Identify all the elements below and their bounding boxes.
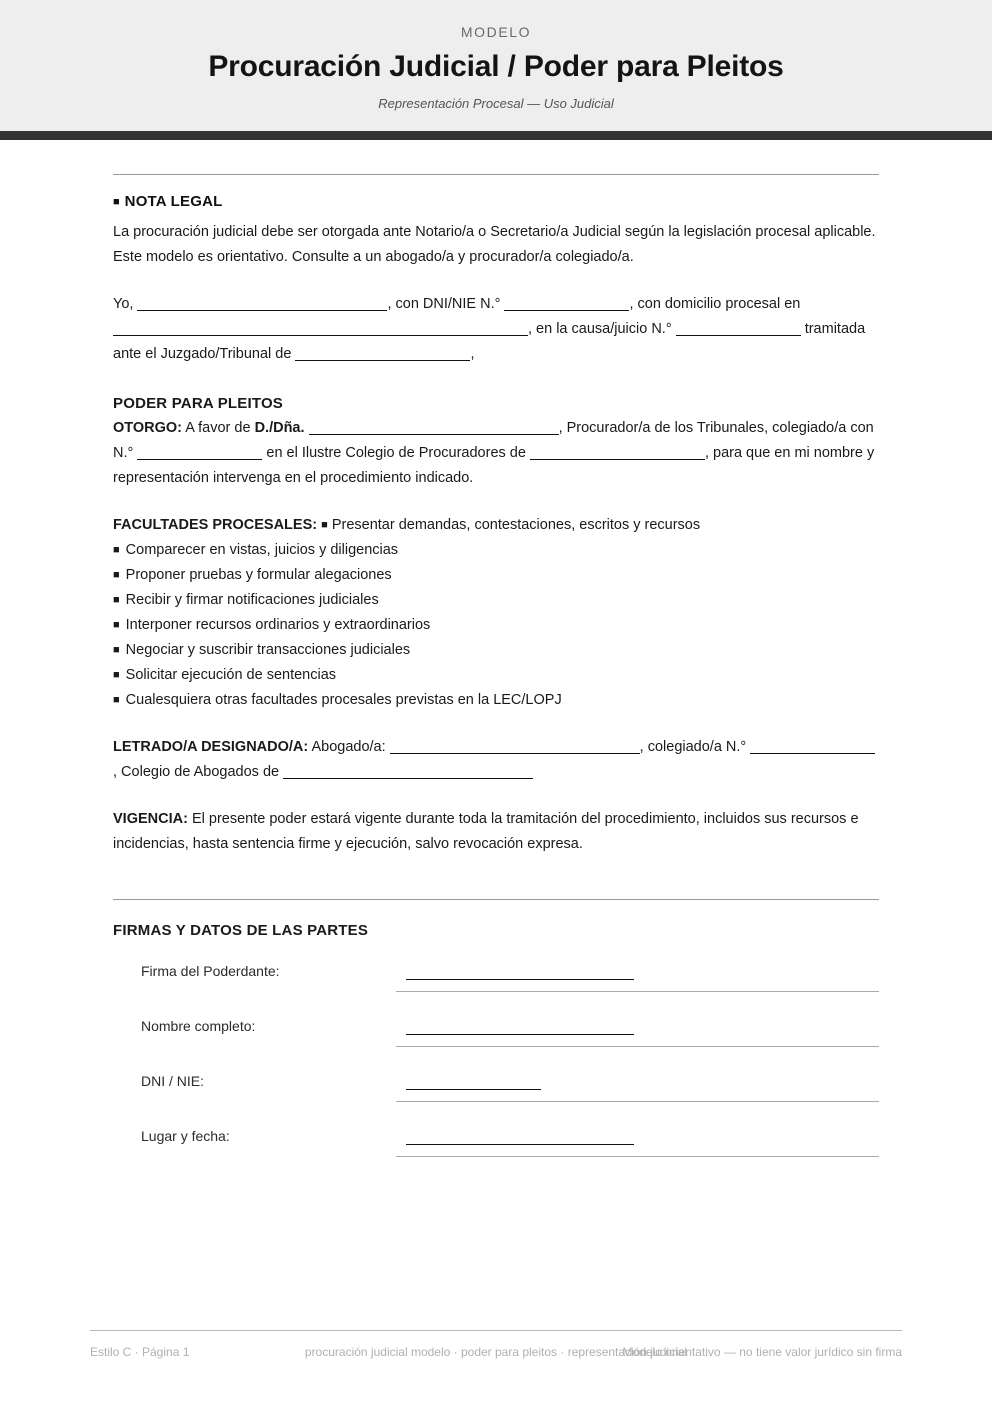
signature-field[interactable] <box>396 1126 879 1164</box>
procurador-nombre-blank[interactable] <box>309 422 559 435</box>
signature-blank[interactable] <box>406 1089 541 1090</box>
facultades-label: FACULTADES PROCESALES: <box>113 517 318 533</box>
signature-underline <box>396 1156 879 1157</box>
footer-left-text: Estilo C · Página 1 <box>90 1345 190 1359</box>
colegio-procuradores-blank[interactable] <box>530 447 705 460</box>
poder-section-title: PODER PARA PLEITOS <box>113 395 284 412</box>
list-item <box>113 688 879 713</box>
procurador-text: , Procurador/a de los Tribunales, <box>558 420 769 436</box>
abogado-nombre-blank[interactable] <box>390 741 640 754</box>
signature-label: Lugar y fecha: <box>141 1128 230 1144</box>
signature-row-poderdante <box>141 961 879 999</box>
nota-legal-paragraph: La procuración judicial debe ser otorgada ante Notario/a o Secretario/a Judicial según la legislación procesal aplicable. Este modelo es orientativo. Consulte a un abogado/a y procurador/a colegiado/a. <box>113 224 876 265</box>
nota-legal-heading <box>113 193 879 210</box>
signature-blank[interactable] <box>406 1144 634 1145</box>
signature-field[interactable] <box>396 1016 879 1054</box>
nota-legal-heading-label: NOTA LEGAL <box>124 193 223 210</box>
footer-center-text: procuración judicial modelo · poder para pleitos · representación judicial <box>304 1345 688 1359</box>
facultades-item-1: Comparecer en vistas, juicios y diligencias <box>125 542 399 558</box>
domicilio-procesal-blank[interactable] <box>113 323 528 336</box>
square-bullet-icon: ■ <box>113 544 120 556</box>
facultades-lead <box>113 513 879 538</box>
spacer <box>113 270 879 292</box>
signature-underline <box>396 1046 879 1047</box>
signature-underline <box>396 991 879 992</box>
juzgado-label: tramitada ante el Juzgado/Tribunal de <box>113 321 866 362</box>
procedimiento-text: procedimiento indicado. <box>320 470 474 486</box>
facultades-item-2: Proponer pruebas y formular alegaciones <box>125 567 392 583</box>
document-footer <box>0 1330 992 1363</box>
signature-label: Firma del Poderdante: <box>141 963 280 979</box>
honorific-label: D./Dña. <box>254 420 305 436</box>
causa-label: , en la causa/juicio N.° <box>528 321 672 337</box>
facultades-item-3: Recibir y firmar notificaciones judiciales <box>125 592 379 608</box>
facultades-item-5: Negociar y suscribir transacciones judiciales <box>125 642 411 658</box>
signature-field[interactable] <box>396 961 879 999</box>
list-item <box>113 588 879 613</box>
list-item <box>113 613 879 638</box>
domicilio-label: , con domicilio procesal en <box>629 296 801 312</box>
square-bullet-icon: ■ <box>113 669 120 681</box>
page-title: Procuración Judicial / Poder para Pleitos <box>208 50 784 83</box>
footer-row <box>90 1345 902 1363</box>
signature-blank[interactable] <box>406 979 634 980</box>
header-subtitle: Representación Procesal — Uso Judicial <box>378 96 614 111</box>
firmas-divider <box>113 899 879 900</box>
dni-nie-blank[interactable] <box>504 298 629 311</box>
square-bullet-icon: ■ <box>113 594 120 606</box>
signature-blank[interactable] <box>406 1034 634 1035</box>
facultades-item-0: Presentar demandas, contestaciones, escritos y recursos <box>331 517 701 533</box>
firmas-section-title: FIRMAS Y DATOS DE LAS PARTES <box>113 922 369 939</box>
square-bullet-icon: ■ <box>113 644 120 656</box>
facultades-list <box>113 538 879 713</box>
signature-field[interactable] <box>396 1071 879 1109</box>
signature-underline <box>396 1101 879 1102</box>
colegiado-label: colegiado/a con N.° <box>113 420 874 461</box>
otorgo-block <box>113 416 879 491</box>
colegio-abogados-label: , Colegio de Abogados de <box>113 764 280 780</box>
list-item <box>113 638 879 663</box>
abogado-colegiado-blank[interactable] <box>750 741 875 754</box>
document-body <box>0 174 992 1164</box>
colegio-text: en el Ilustre Colegio de Procuradores de <box>266 445 526 461</box>
spacer <box>113 491 879 513</box>
causa-numero-blank[interactable] <box>676 323 801 336</box>
signature-row-nombre <box>141 1016 879 1054</box>
signature-row-lugar-fecha <box>141 1126 879 1164</box>
signature-label: Nombre completo: <box>141 1018 256 1034</box>
procurador-colegiado-blank[interactable] <box>137 447 262 460</box>
square-bullet-icon: ■ <box>113 619 120 631</box>
letrado-block <box>113 735 879 785</box>
top-divider <box>113 174 879 175</box>
square-bullet-icon: ■ <box>113 196 120 208</box>
nombre-otorgante-blank[interactable] <box>137 298 387 311</box>
list-item <box>113 563 879 588</box>
header-kicker: MODELO <box>460 24 532 40</box>
juzgado-tribunal-blank[interactable] <box>295 348 470 361</box>
firmas-rows <box>113 961 879 1164</box>
list-item <box>113 538 879 563</box>
abogado-label: Abogado/a: <box>311 739 386 755</box>
colegio-abogados-blank[interactable] <box>283 766 533 779</box>
square-bullet-icon: ■ <box>113 569 120 581</box>
declaracion-block <box>113 292 879 367</box>
spacer <box>113 713 879 735</box>
header-accent-bar <box>0 131 992 140</box>
facultades-item-7: Cualesquiera otras facultades procesales previstas en la LEC/LOPJ <box>125 692 562 708</box>
footer-divider <box>90 1330 902 1331</box>
letrado-label: LETRADO/A DESIGNADO/A: <box>113 739 309 755</box>
declaracion-comma: , <box>470 346 475 362</box>
yo-label: Yo, <box>113 296 134 312</box>
square-bullet-icon: ■ <box>113 694 120 706</box>
dni-label: , con DNI/NIE N.° <box>387 296 501 312</box>
intervenga-text: , para que en mi nombre y representación intervenga en el <box>113 445 875 486</box>
signature-label: DNI / NIE: <box>141 1073 205 1089</box>
square-bullet-icon: ■ <box>321 519 328 531</box>
facultades-item-4: Interponer recursos ordinarios y extraordinarios <box>125 617 431 633</box>
vigencia-block <box>113 807 879 857</box>
footer-right-text: Modelo orientativo — no tiene valor jurídico sin firma <box>622 1345 902 1359</box>
signature-row-dni <box>141 1071 879 1109</box>
document-header <box>0 0 992 131</box>
spacer <box>113 785 879 807</box>
abogado-colegiado-label: , colegiado/a N.° <box>639 739 747 755</box>
vigencia-text: El presente poder estará vigente durante toda la tramitación del procedimiento, incluidos sus recursos e incidencias, hasta sentencia firme y ejecución, salvo revocación expresa. <box>113 811 859 852</box>
spacer <box>113 367 879 395</box>
otorgo-text: A favor de <box>185 420 251 436</box>
vigencia-label: VIGENCIA: <box>113 811 188 827</box>
otorgo-label: OTORGO: <box>113 420 183 436</box>
facultades-item-6: Solicitar ejecución de sentencias <box>125 667 337 683</box>
list-item <box>113 663 879 688</box>
